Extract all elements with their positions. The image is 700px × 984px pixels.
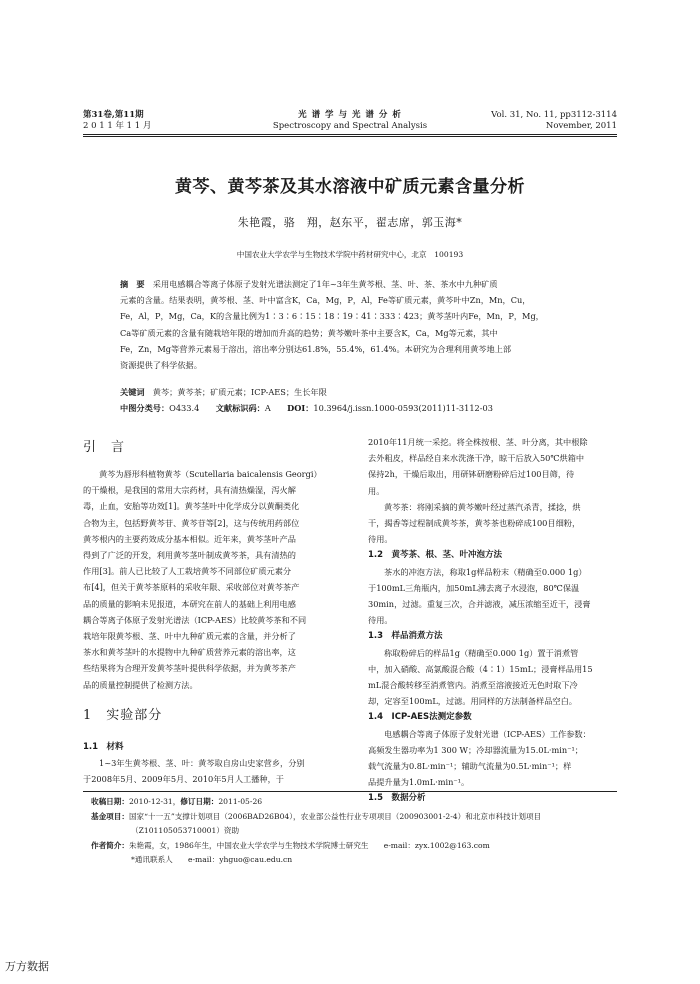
- intro-line: 茶水和黄芩茎叶的水提物中九种矿质营养元素的溶出率，这: [83, 647, 296, 658]
- section1-heading: 1 实验部分: [83, 708, 163, 723]
- tea-line: 待用。: [368, 534, 393, 545]
- section1-3-heading: 1.3 样品消煮方法: [368, 631, 443, 642]
- paper-title: 黄芩、黄芩茶及其水溶液中矿质元素含量分析: [175, 177, 525, 197]
- doc-label: 文献标识码：: [215, 403, 265, 413]
- section1-1-heading: 1.1 材料: [83, 742, 124, 752]
- intro-body: [83, 466, 348, 693]
- footnotes: [91, 795, 617, 868]
- revised-date: 2011-05-26: [218, 797, 263, 806]
- intro-line: 品的质量控制提供了检测方法。: [83, 679, 198, 690]
- tea-line: 黄芩茶：将刚采摘的黄芩嫩叶经过蒸汽杀青，揉捻，烘: [384, 501, 581, 512]
- journal-volume: 第31卷,第11期: [83, 110, 144, 120]
- header-rule-thin: [83, 136, 617, 137]
- intro-line: 的干燥根，是我国的常用大宗药材，具有清热燥湿，泻火解: [83, 485, 296, 496]
- brew-line: 茶水的冲泡方法，称取1g样品粉末（精确至0.000 1g）: [384, 566, 587, 577]
- section1-4-heading: 1.4 ICP-AES法测定参数: [368, 712, 472, 723]
- intro-line: 些结果将为合理开发黄芩茎叶提供科学依据，并为黄芩茶产: [83, 663, 296, 674]
- journal-pages: Vol. 31, No. 11, pp3112-3114: [491, 110, 617, 120]
- doc-code: A: [264, 403, 271, 413]
- paper-affiliation: 中国农业大学农学与生物技术学院中药材研究中心，北京 100193: [236, 250, 464, 259]
- corresponding-author: *通讯联系人 e-mail：yhguo@cau.edu.cn: [131, 855, 293, 864]
- intro-line: 布[4]，但关于黄芩茶原料的采收年限、采收部位对黄芩茶产: [83, 582, 300, 593]
- intro-line: 耦合等离子体原子发射光谱法（ICP-AES）比较黄芩茶和不同: [83, 614, 307, 625]
- intro-heading: 引 言: [83, 440, 126, 455]
- brew-line: 30min，过滤。重复三次，合并滤液，减压浓缩至近干，浸膏: [368, 599, 591, 610]
- materials-line: 保持2h，干燥后取出，用研钵研磨粉碎后过100目筛，待: [368, 469, 575, 480]
- keywords-text: 黄芩；黄芩茶；矿质元素；ICP-AES；生长年限: [152, 387, 327, 397]
- abstract-line: 元素的含量。结果表明，黄芩根、茎、叶中富含K，Ca，Mg，P，Al，Fe等矿质元素，黄芩叶中Zn，Mn，Cu，: [120, 295, 531, 306]
- clc-code: O433.4: [169, 403, 200, 413]
- received-date: 2010-12-31，: [128, 797, 181, 806]
- materials-line: 1~3年生黄芩根、茎、叶：黄芩取自房山史家营乡，分别: [99, 758, 305, 768]
- icp-line: 载气流量为0.8L·min⁻¹；辅助气流量为0.5L·min⁻¹；样: [368, 761, 572, 772]
- intro-line: 黄芩根内的主要药效成分基本相似。近年来，黄芩茎叶产品: [83, 533, 296, 544]
- intro-line: 品的质量的影响未见报道，本研究在前人的基础上利用电感: [83, 598, 296, 609]
- section1-2-heading: 1.2 黄芩茶、根、茎、叶冲泡方法: [368, 550, 503, 561]
- footnote-rule: [83, 791, 617, 792]
- header-rule: [83, 134, 617, 135]
- icp-line: 高频发生器功率为1 300 W；冷却器流量为15.0L·min⁻¹；: [368, 744, 583, 755]
- journal-name-en: Spectroscopy and Spectral Analysis: [272, 121, 428, 131]
- paper-authors: 朱艳霞，骆 翔，赵东平，翟志席，郭玉海*: [237, 216, 463, 229]
- intro-line: 黄芩为唇形科植物黄芩（Scutellaria baicalensis Georgi）: [99, 469, 322, 479]
- abstract-line: Fe，Zn，Mg等营养元素易于溶出，溶出率分别达61.8%，55.4%，61.4%。本研究为合理利用黄芩地上部: [120, 343, 512, 354]
- intro-line: 得到了广泛的开发，利用黄芩茎叶制成黄芩茶，具有清热的: [83, 550, 296, 561]
- abstract-line: Ca等矿质元素的含量有随栽培年限的增加而升高的趋势；黄芩嫩叶茶中主要含K，Ca，Mg等元素，其中: [120, 327, 498, 338]
- watermark: 万方数据: [5, 960, 49, 973]
- doi: 10.3964/j.issn.1000-0593(2011)11-3112-03: [313, 403, 493, 413]
- icp-line: 电感耦合等离子体原子发射光谱（ICP-AES）工作参数：: [384, 728, 591, 739]
- brew-line: 于100mL三角瓶内，加50mL沸去离子水浸泡，80℃保温: [368, 582, 580, 593]
- revised-label: 修订日期：: [180, 797, 219, 806]
- digest-line: 中，加入硝酸、高氯酸混合酸（4∶1）15mL；浸膏样品用15: [368, 663, 593, 674]
- journal-month: November, 2011: [545, 121, 617, 131]
- journal-name: 光 谱 学 与 光 谱 分 析: [298, 110, 402, 120]
- abstract-line: 资源提供了科学依据。: [120, 360, 202, 371]
- materials-line: 2010年11月统一采挖。将全株按根、茎、叶分离，其中根除: [368, 437, 588, 447]
- doi-label: DOI：: [287, 403, 314, 413]
- intro-line: 合物为主，包括野黄芩苷、黄芩苷等[2]，这与传统用药部位: [83, 517, 300, 528]
- abstract: [120, 276, 586, 373]
- author-label: 作者简介：: [91, 840, 129, 850]
- fund-text: 国家“十一五”支撑计划项目（2006BAD26B04），农业部公益性行业专项项目（200903001-2-4）和北京市科技计划项目: [128, 811, 542, 821]
- materials-line: 用。: [368, 485, 385, 496]
- fund-text: （Z101105053710001）资助: [131, 826, 240, 835]
- materials-line: 去外粗皮，样品经自来水洗涤干净，晾干后放入50℃烘箱中: [368, 453, 585, 464]
- classification: [120, 400, 600, 416]
- abstract-line: Fe，Al，P，Mg，Ca，K的含量比例为1∶3∶6∶15∶18∶19∶41∶333∶423；黄芩茎叶内Fe，Mn，P，Mg，: [120, 311, 544, 322]
- icp-line: 品提升量为1.0mL·min⁻¹。: [368, 777, 470, 788]
- right-column: [368, 434, 618, 807]
- journal-date: 2 0 1 1 年 1 1 月: [83, 121, 152, 131]
- clc-label: 中图分类号：: [120, 403, 170, 413]
- intro-line: 毒，止血，安胎等功效[1]。黄芩茎叶中化学成分以黄酮类化: [83, 501, 300, 512]
- digest-line: mL混合酸转移至消煮管内。消煮至溶液接近无色时取下冷: [368, 680, 578, 691]
- materials-line: 于2008年5月、2009年5月、2010年5月人工播种，于: [83, 774, 284, 785]
- intro-line: 栽培年限黄芩根、茎、叶中九种矿质元素的含量，并分析了: [83, 631, 296, 642]
- brew-line: 待用。: [368, 615, 393, 626]
- fund-label: 基金项目：: [91, 811, 129, 821]
- digest-line: 却，定容至100mL，过滤。用同样的方法制备样品空白。: [368, 696, 577, 707]
- intro-line: 作用[3]。前人已比较了人工栽培黄芩不同部位矿质元素分: [83, 566, 292, 577]
- keywords: [120, 384, 586, 400]
- author-bio: 朱艳霞，女，1986年生，中国农业大学农学与生物技术学院博士研究生 e-mail：zyx.1002@163.com: [128, 840, 490, 850]
- tea-line: 干，揭香等过程制成黄芩茶，黄芩茶也粉碎成100目细粉，: [368, 518, 581, 529]
- keywords-label: 关键词: [120, 387, 145, 397]
- abstract-label: 摘 要: [120, 279, 145, 289]
- section1-5-heading: 1.5 数据分析: [368, 793, 426, 804]
- digest-line: 称取粉碎后的样品1g（精确至0.000 1g）置于消煮管: [384, 647, 579, 658]
- received-label: 收稿日期：: [91, 797, 129, 806]
- section1-1-body: [83, 755, 348, 787]
- abstract-line: 采用电感耦合等离子体原子发射光谱法测定了1年~3年生黄芩根、茎、叶、茶、茶水中九种矿质: [152, 279, 498, 289]
